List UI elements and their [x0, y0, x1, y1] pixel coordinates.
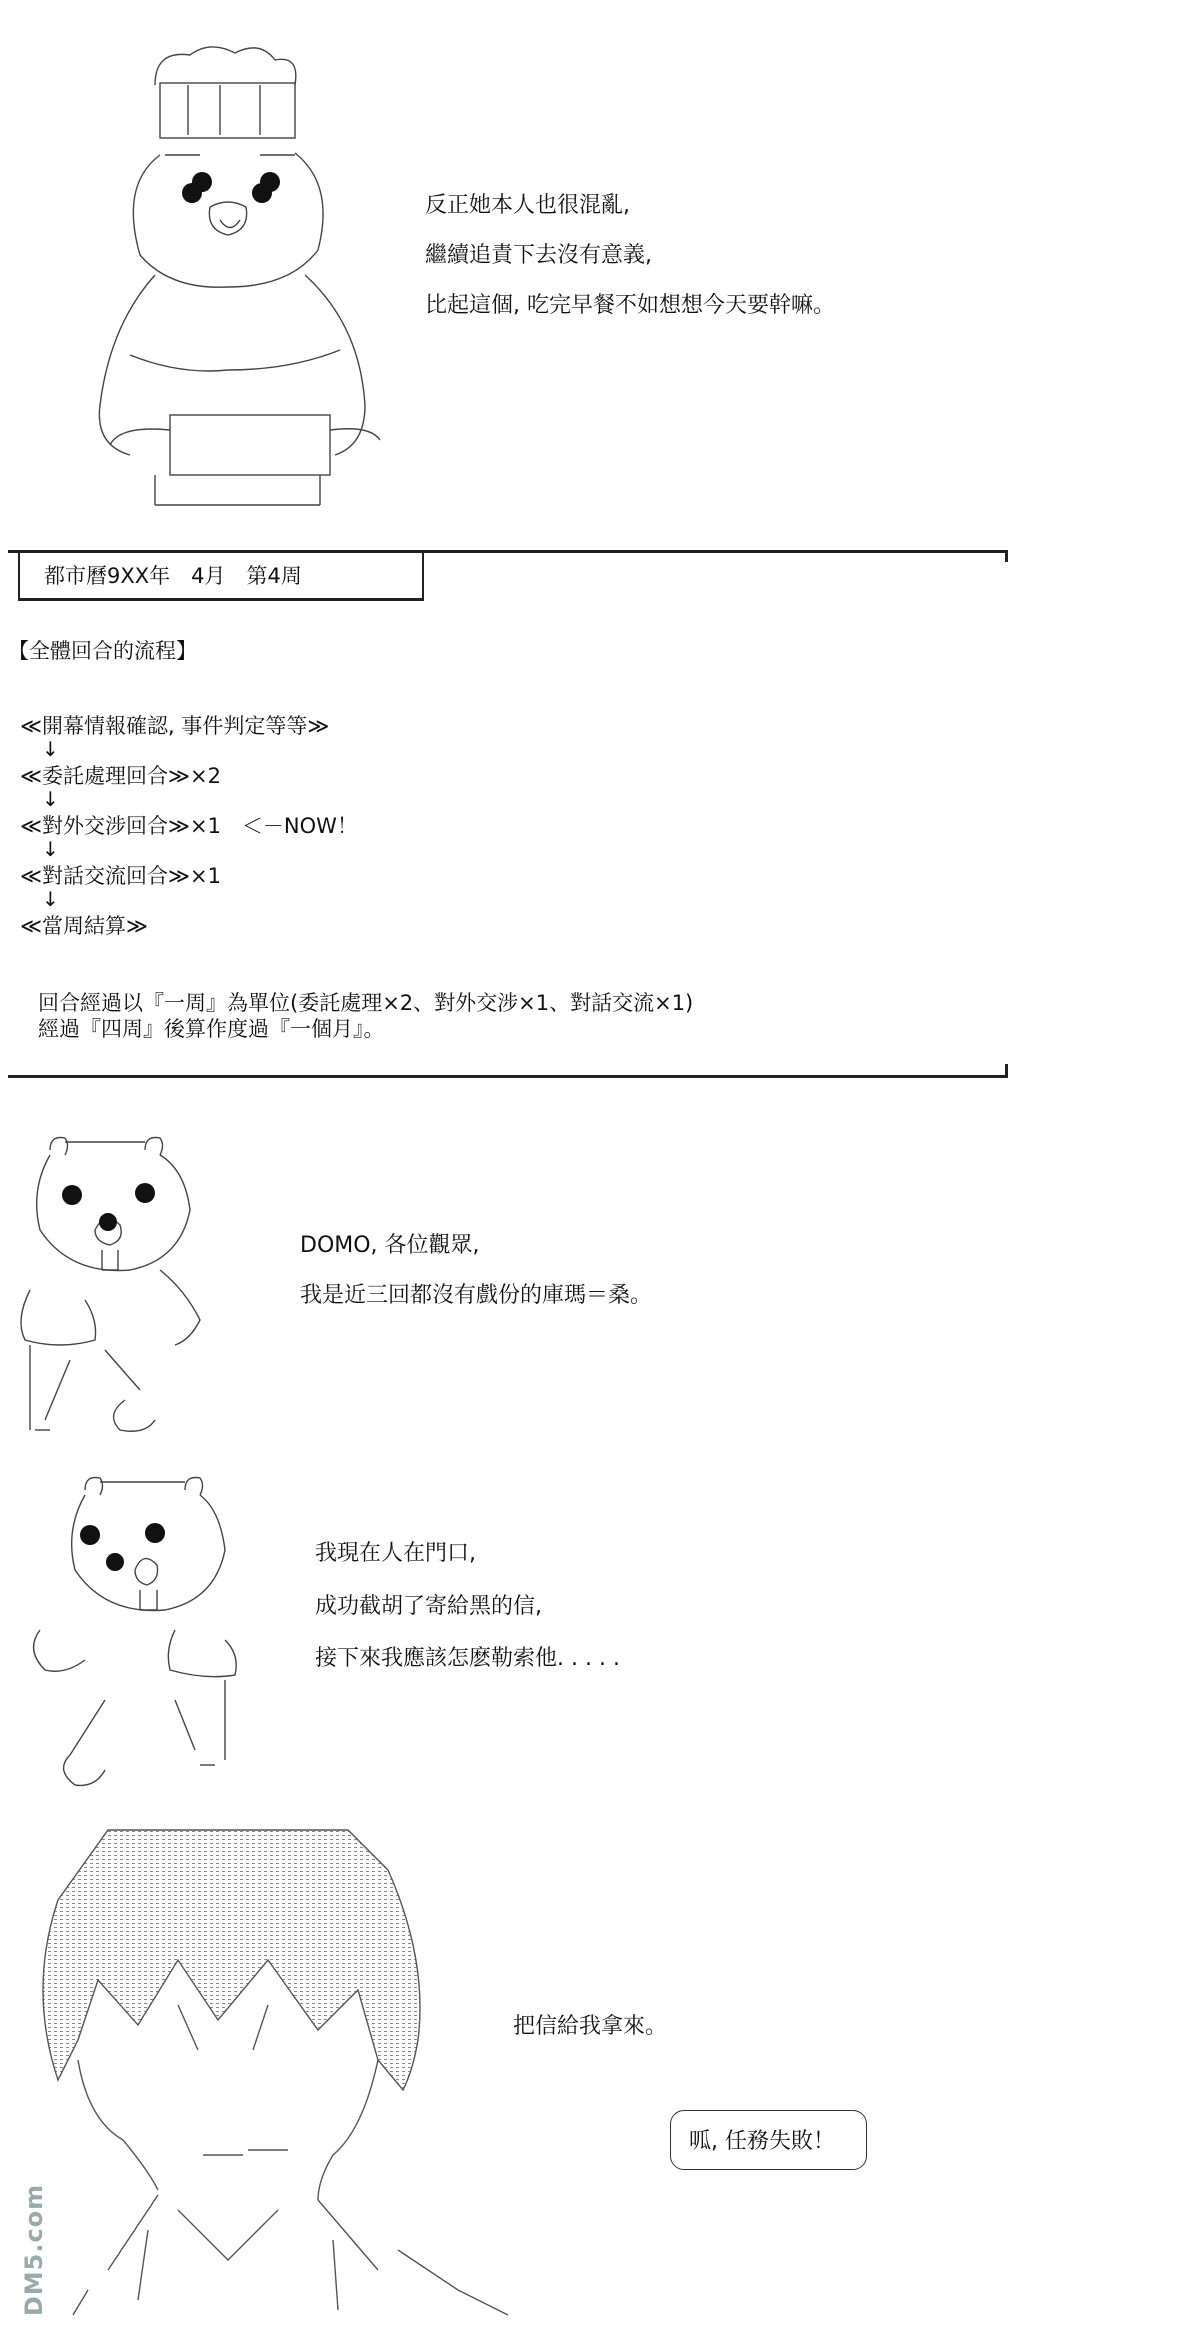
flow-step-3: ≪對外交涉回合≫×1 ＜－NOW！	[20, 814, 358, 838]
flow-step-4: ≪對話交流回合≫×1	[20, 864, 221, 888]
section1-line-3: 比起這個, 吃完早餐不如想想今天要幹嘛。	[425, 293, 835, 318]
flow-arrow-1: ↓	[42, 737, 59, 761]
speech-bubble-text: 呱, 任務失敗！	[689, 2129, 835, 2154]
flow-step-5: ≪當周結算≫	[20, 914, 148, 938]
flow-box-right-tick-bottom	[1005, 1064, 1008, 1078]
dm5-watermark	[6, 2183, 58, 2318]
flow-note-2: 經過『四周』後算作度過『一個月』。	[38, 1017, 385, 1041]
flow-heading: 【全體回合的流程】	[8, 639, 197, 663]
section3-line-1: 我現在人在門口,	[315, 1541, 476, 1566]
dm5-watermark-text: DM5.com	[20, 2183, 49, 2317]
hair-figure-ascii-art	[18, 1810, 528, 2320]
section2-line-1: DOMO, 各位觀眾,	[300, 1233, 480, 1258]
flow-arrow-2: ↓	[42, 787, 59, 811]
walking-bear-2	[25, 1470, 255, 1790]
section3-line-2: 成功截胡了寄給黑的信,	[315, 1594, 542, 1619]
flow-box-right-tick-top	[1005, 550, 1008, 562]
section4-line: 把信給我拿來。	[513, 2014, 668, 2039]
date-box	[18, 552, 424, 601]
date-box-text: 都市曆9XX年 4月 第4周	[44, 564, 302, 588]
section3-line-3: 接下來我應該怎麽勒索他. . . . .	[315, 1646, 620, 1671]
section1-line-2: 繼續追責下去沒有意義,	[425, 243, 652, 268]
speech-bubble	[670, 2110, 867, 2170]
section1-line-1: 反正她本人也很混亂,	[425, 193, 630, 218]
flow-note-1: 回合經過以『一周』為單位(委託處理×2、對外交涉×1、對話交流×1)	[38, 991, 694, 1015]
section2-line-2: 我是近三回都沒有戲份的庫瑪＝桑。	[300, 1283, 653, 1308]
flow-step-1: ≪開幕情報確認, 事件判定等等≫	[20, 714, 330, 738]
flow-arrow-3: ↓	[42, 837, 59, 861]
flow-arrow-4: ↓	[42, 887, 59, 911]
flow-step-2: ≪委託處理回合≫×2	[20, 764, 221, 788]
chef-bear-outline	[60, 25, 400, 505]
walking-bear-1	[10, 1130, 210, 1440]
flow-box-bottom-rule	[8, 1075, 1008, 1078]
